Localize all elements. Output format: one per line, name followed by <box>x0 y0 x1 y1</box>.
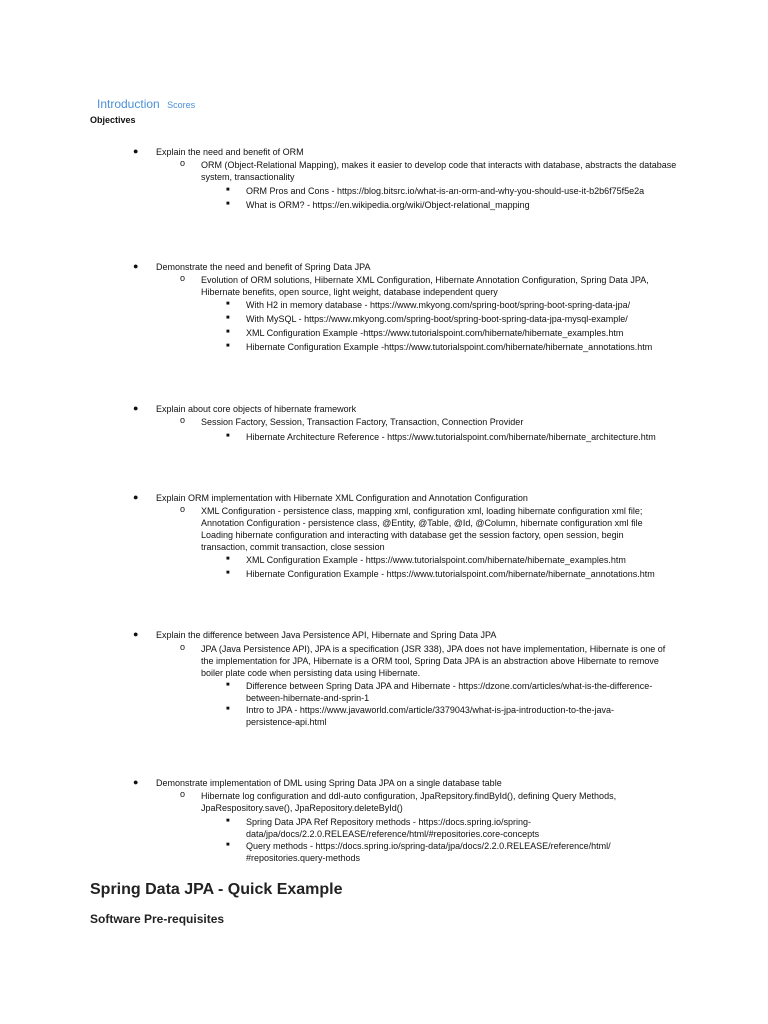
detail-text: Evolution of ORM solutions, Hibernate XML Configuration, Hibernate Annotation Configuration, Spring Data JPA, Hibernate benefits, open source, light weight, database independent query <box>201 275 649 297</box>
bullet-square: ■ <box>226 301 230 307</box>
bullet-square: ■ <box>226 187 230 193</box>
quick-example-heading: Spring Data JPA - Quick Example <box>90 881 343 898</box>
reference-link[interactable]: ORM Pros and Cons - https://blog.bitsrc.io/what-is-an-orm-and-why-you-should-use-it-b2b6f75f5e2a <box>246 186 645 196</box>
reference-link[interactable]: XML Configuration Example - https://www.tutorialspoint.com/hibernate/hibernate_examples.htm <box>246 555 626 565</box>
bullet-dot: ● <box>133 777 139 787</box>
objective-text: Demonstrate implementation of DML using Spring Data JPA on a single database table <box>156 778 502 788</box>
bullet-o: o <box>180 504 186 514</box>
bullet-dot: ● <box>133 492 139 502</box>
bullet-dot: ● <box>133 403 139 413</box>
reference-link[interactable]: XML Configuration Example -https://www.tutorialspoint.com/hibernate/hibernate_examples.htm <box>246 328 624 338</box>
reference-link[interactable]: Difference between Spring Data JPA and Hibernate - https://dzone.com/articles/what-is-the-difference-between-hibernate-and-sprin-1 <box>246 681 653 703</box>
bullet-square: ■ <box>226 706 230 712</box>
objectives-label: Objectives <box>90 115 136 125</box>
bullet-o: o <box>180 415 186 425</box>
bullet-o: o <box>180 642 186 652</box>
detail-text: Session Factory, Session, Transaction Factory, Transaction, Connection Provider <box>201 417 524 427</box>
reference-link[interactable]: What is ORM? - https://en.wikipedia.org/wiki/Object-relational_mapping <box>246 200 530 210</box>
detail-text: ORM (Object-Relational Mapping), makes it easier to develop code that interacts with database, abstracts the database system, transactionality <box>201 160 677 182</box>
introduction-title: Introduction <box>97 97 160 111</box>
bullet-square: ■ <box>226 201 230 207</box>
objective-text: Explain the difference between Java Persistence API, Hibernate and Spring Data JPA <box>156 630 497 640</box>
scores-label: Scores <box>167 100 196 110</box>
bullet-dot: ● <box>133 261 139 271</box>
bullet-square: ■ <box>226 842 230 848</box>
bullet-square: ■ <box>226 329 230 335</box>
prerequisites-heading: Software Pre-requisites <box>90 912 225 926</box>
bullet-square: ■ <box>226 682 230 688</box>
reference-link[interactable]: Spring Data JPA Ref Repository methods - https://docs.spring.io/spring-data/jpa/docs/2.2.0.RELEASE/reference/html/#repositories.core-concepts <box>246 817 540 839</box>
bullet-dot: ● <box>133 629 139 639</box>
bullet-o: o <box>180 789 186 799</box>
reference-link[interactable]: With H2 in memory database - https://www.mkyong.com/spring-boot/spring-boot-spring-data-jpa/ <box>246 300 631 310</box>
objective-text: Explain the need and benefit of ORM <box>156 147 304 157</box>
objective-text: Demonstrate the need and benefit of Spring Data JPA <box>156 262 371 272</box>
reference-link[interactable]: Hibernate Configuration Example - https://www.tutorialspoint.com/hibernate/hibernate_annotations.htm <box>246 569 655 579</box>
objective-text: Explain about core objects of hibernate framework <box>156 404 357 414</box>
bullet-square: ■ <box>226 818 230 824</box>
detail-text: JPA (Java Persistence API), JPA is a specification (JSR 338), JPA does not have implementation, Hibernate is one of the implementation for JPA, Hibernate is a ORM tool, Spring Data JPA is an abstraction above Hibernate to remove boiler plate code when persisting data using Hibernate. <box>201 644 666 678</box>
bullet-o: o <box>180 158 186 168</box>
bullet-square: ■ <box>226 556 230 562</box>
bullet-square: ■ <box>226 433 230 439</box>
reference-link[interactable]: Hibernate Configuration Example -https://www.tutorialspoint.com/hibernate/hibernate_annotations.htm <box>246 342 653 352</box>
reference-link[interactable]: Query methods - https://docs.spring.io/spring-data/jpa/docs/2.2.0.RELEASE/reference/html/ #repositories.query-methods <box>246 841 611 863</box>
reference-link[interactable]: Hibernate Architecture Reference - https://www.tutorialspoint.com/hibernate/hibernate_architecture.htm <box>246 432 656 442</box>
reference-link[interactable]: Intro to JPA - https://www.javaworld.com/article/3379043/what-is-jpa-introduction-to-the-java-persistence-api.html <box>246 705 614 727</box>
bullet-square: ■ <box>226 343 230 349</box>
bullet-dot: ● <box>133 146 139 156</box>
bullet-o: o <box>180 273 186 283</box>
introduction-heading <box>97 97 195 111</box>
bullet-square: ■ <box>226 570 230 576</box>
objective-text: Explain ORM implementation with Hibernate XML Configuration and Annotation Configuration <box>156 493 528 503</box>
detail-text: Hibernate log configuration and ddl-auto configuration, JpaRepsitory.findById(), defining Query Methods, JpaRespository.save(), JpaRepository.deleteById() <box>201 791 617 813</box>
bullet-square: ■ <box>226 315 230 321</box>
detail-text: XML Configuration - persistence class, mapping xml, configuration xml, loading hibernate configuration xml file; Annotation Configuration - persistence class, @Entity, @Table, @Id, @Column, hibernate configuration xml file Loading hibernate configuration and interacting with database get the session factory, open session, begin transaction, commit transaction, close session <box>201 506 643 552</box>
reference-link[interactable]: With MySQL - https://www.mkyong.com/spring-boot/spring-boot-spring-data-jpa-mysql-example/ <box>246 314 628 324</box>
